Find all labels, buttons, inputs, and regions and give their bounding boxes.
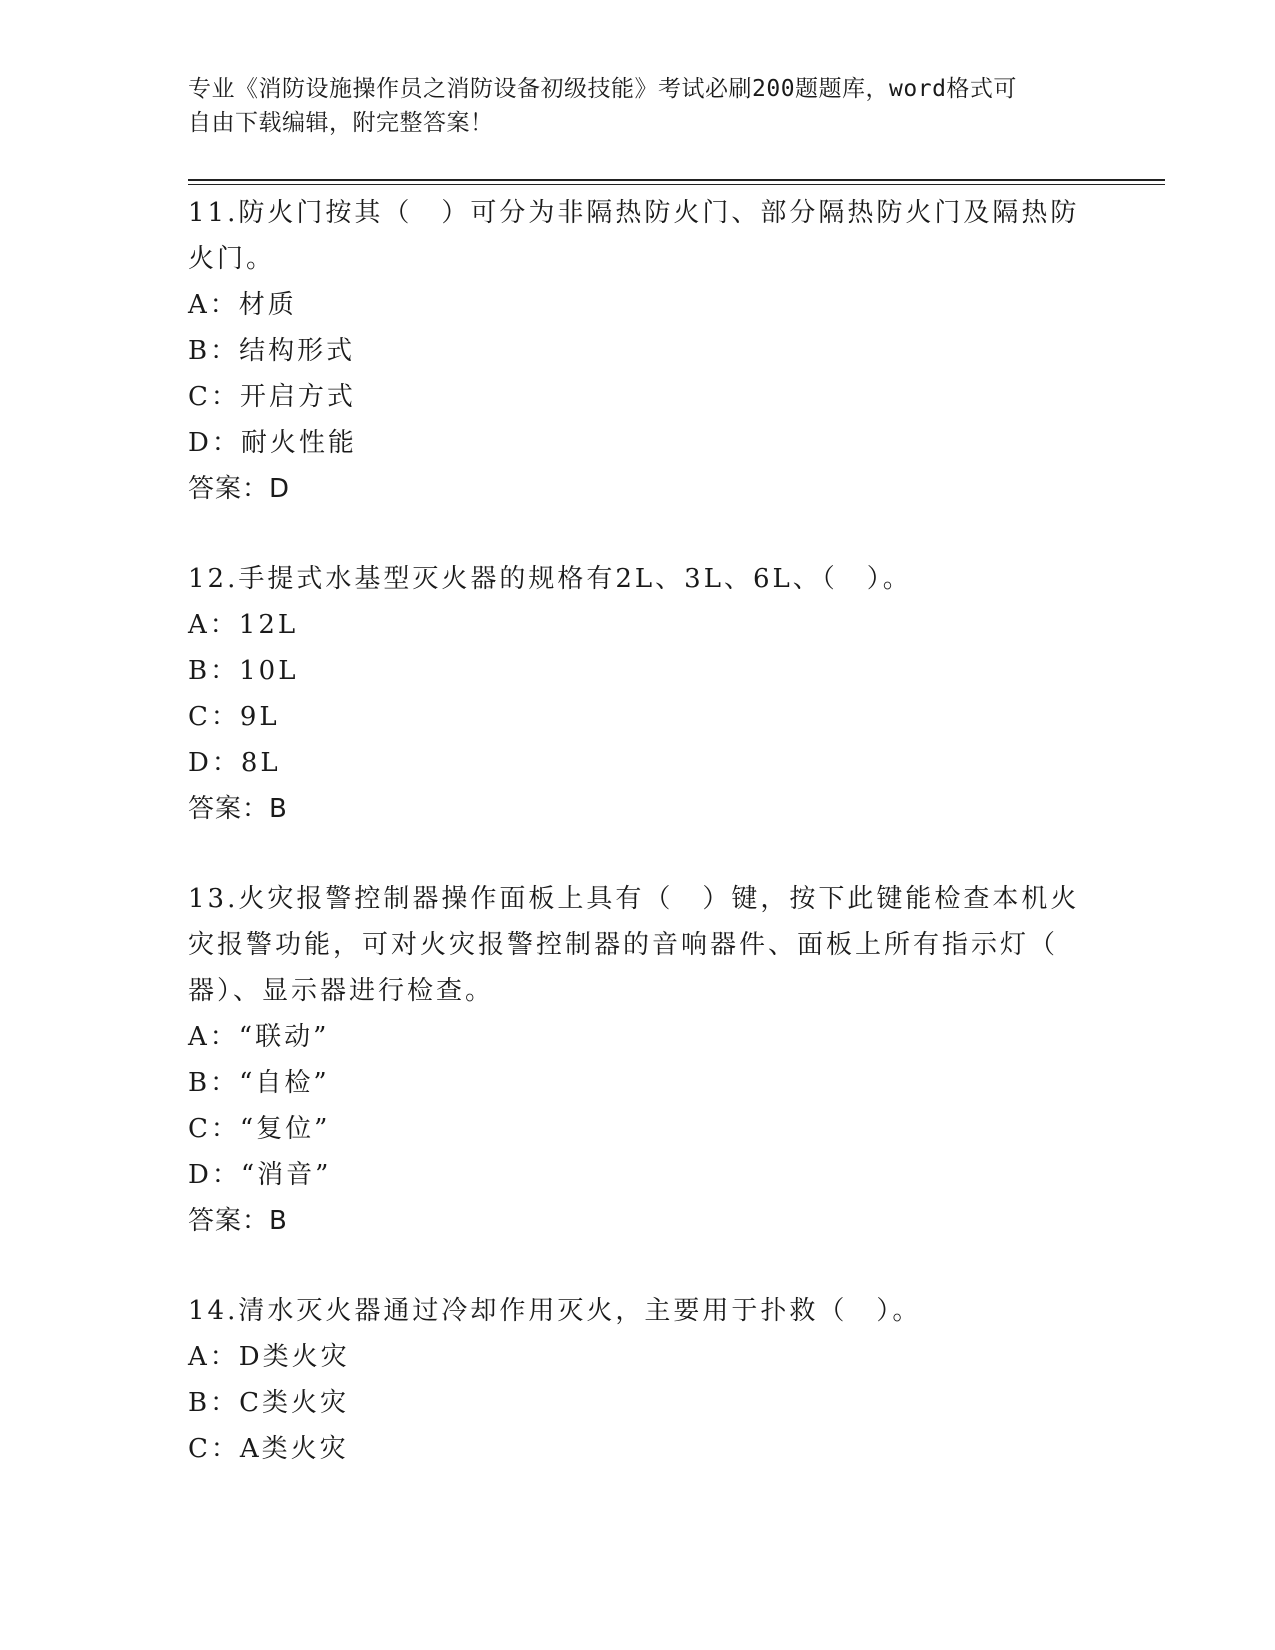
question-13 xyxy=(188,876,1088,1244)
option-c: C：“复位” xyxy=(188,1114,331,1144)
header-line-2: 自由下载编辑，附完整答案！ xyxy=(188,110,494,136)
option-d: D：耐火性能 xyxy=(188,428,357,458)
question-list xyxy=(188,190,1088,1472)
option-d: D：“消音” xyxy=(188,1160,332,1190)
option-a: A：“联动” xyxy=(188,1022,330,1052)
option-a: A：D类火灾 xyxy=(188,1342,350,1372)
option-b: B：C类火灾 xyxy=(188,1388,350,1418)
option-b: B：10L xyxy=(188,656,299,686)
question-stem xyxy=(188,876,1088,1014)
question-14 xyxy=(188,1288,1088,1472)
question-stem xyxy=(188,190,1088,282)
question-stem xyxy=(188,556,1088,602)
question-stem-line: 12.手提式水基型灭火器的规格有2L、3L、6L、（ ）。 xyxy=(188,564,912,594)
answer-label: 答案：B xyxy=(188,1206,288,1236)
question-stem-line: 13.火灾报警控制器操作面板上具有（ ）键，按下此键能检查本机火 xyxy=(188,884,1080,914)
question-11 xyxy=(188,190,1088,512)
option-c: C：9L xyxy=(188,702,280,732)
question-stem-line: 14.清水灭火器通过冷却作用灭火，主要用于扑救（ ）。 xyxy=(188,1296,922,1326)
question-stem xyxy=(188,1288,1088,1334)
option-b: B：结构形式 xyxy=(188,336,356,366)
answer-label: 答案：D xyxy=(188,474,291,504)
question-stem-line: 器）、显示器进行检查。 xyxy=(188,976,495,1006)
question-12 xyxy=(188,556,1088,832)
option-a: A：材质 xyxy=(188,290,297,320)
option-c: C：开启方式 xyxy=(188,382,356,412)
option-b: B：“自检” xyxy=(188,1068,330,1098)
option-a: A：12L xyxy=(188,610,299,640)
header-divider-thick xyxy=(188,179,1165,181)
header-divider-thin xyxy=(188,184,1165,185)
question-stem-line: 灾报警功能，可对火灾报警控制器的音响器件、面板上所有指示灯（ xyxy=(188,930,1059,960)
document-header xyxy=(188,72,1078,140)
option-d: D：8L xyxy=(188,748,281,778)
header-line-1: 专业《消防设施操作员之消防设备初级技能》考试必刷200题题库，word格式可 xyxy=(188,76,1017,102)
question-stem-line: 11.防火门按其（ ）可分为非隔热防火门、部分隔热防火门及隔热防 xyxy=(188,198,1080,228)
option-c: C：A类火灾 xyxy=(188,1434,349,1464)
answer-label: 答案：B xyxy=(188,794,288,824)
question-stem-line: 火门。 xyxy=(188,244,276,274)
